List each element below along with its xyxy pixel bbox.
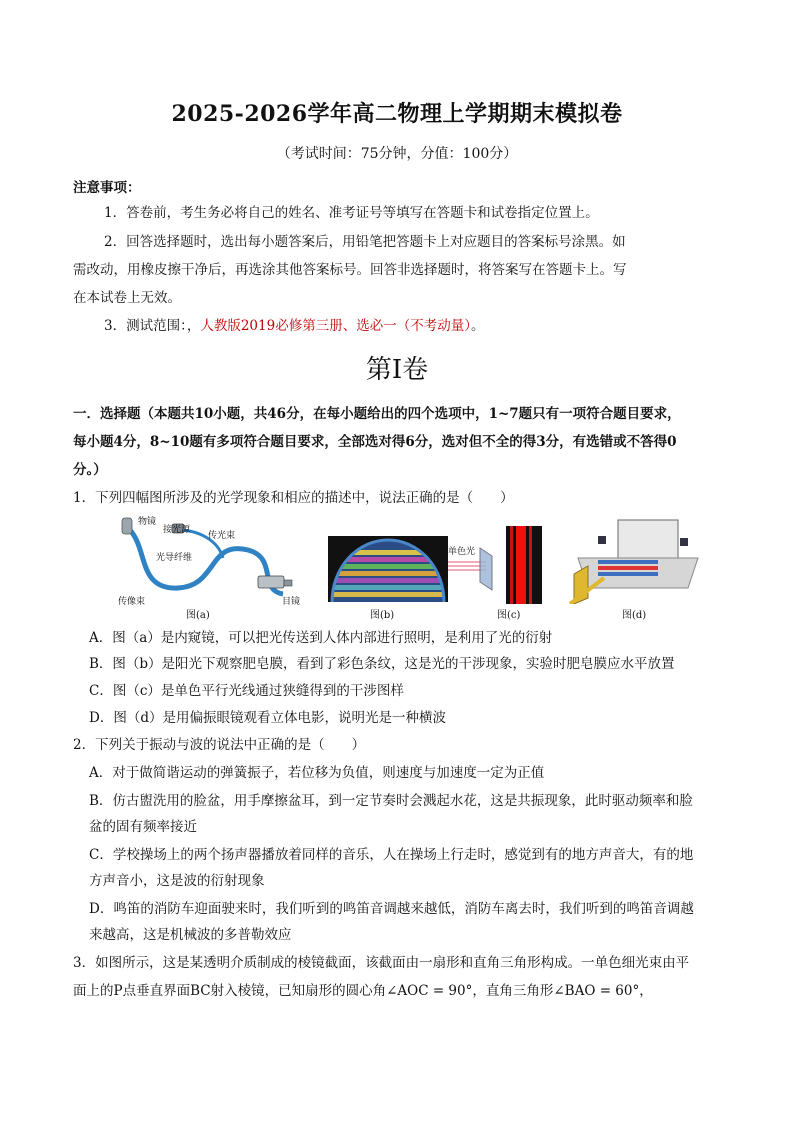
q1-option-c: C．图（c）是单色平行光线通过狭缝得到的干涉图样	[89, 683, 404, 699]
label-light-source: 接光源	[163, 525, 191, 535]
notice-heading: 注意事项：	[73, 180, 141, 196]
q1-stem: 1．下列四幅图所涉及的光学现象和相应的描述中，说法正确的是（ ）	[73, 490, 514, 506]
q2-option-b-line-1: B．仿古盥洗用的脸盆，用手摩擦盆耳，到一定节奏时会溅起水花，这是共振现象，此时驱动频率和脸	[89, 793, 693, 809]
q1-option-a: A．图（a）是内窥镜，可以把光传送到人体内部进行照明，是利用了光的衍射	[89, 630, 553, 646]
caption-b: 图(b)	[370, 610, 395, 621]
label-optical-fiber: 光导纤维	[156, 553, 193, 563]
exam-info: （考试时间：75分钟，分值：100分）	[276, 146, 518, 162]
notice-item-3-prefix: 3．测试范围：，	[104, 318, 201, 334]
label-image-bundle: 传像束	[118, 597, 146, 607]
q3-stem-line-2: 面上的P点垂直界面BC射入棱镜，已知扇形的圆心角∠AOC = 90°，直角三角形∠BAO = 60°，	[73, 983, 653, 999]
caption-d: 图(d)	[622, 610, 647, 621]
slit-pattern-figure	[448, 526, 548, 606]
soap-film-figure	[328, 536, 448, 602]
label-light-bundle: 传光束	[208, 531, 236, 541]
polarization-3d-figure	[568, 518, 708, 604]
label-objective: 物镜	[138, 517, 157, 527]
label-eyepiece: 目镜	[282, 597, 301, 607]
part1-heading-line-3: 分。）	[73, 462, 107, 478]
notice-item-2-line-1: 2．回答选择题时，选出每小题答案后，用铅笔把答题卡上对应题目的答案标号涂黑。如	[104, 234, 626, 250]
label-monochromatic: 单色光	[448, 547, 476, 557]
q3-stem-line-1: 3．如图所示，这是某透明介质制成的棱镜截面，该截面由一扇形和直角三角形构成。一单色细光束由平	[73, 955, 690, 971]
caption-a: 图(a)	[186, 610, 210, 621]
q2-option-d-line-1: D．鸣笛的消防车迎面驶来时，我们听到的鸣笛音调越来越低，消防车离去时，我们听到的鸣笛音调越	[89, 901, 694, 917]
test-scope: 人教版2019必修第三册、选必一（不考动量）	[200, 318, 471, 334]
notice-item-2-line-3: 在本试卷上无效。	[73, 290, 181, 306]
part1-heading-line-2: 每小题4分，8~10题有多项符合题目要求，全部选对得6分，选对但不全的得3分，有选错或不答得0	[73, 434, 677, 450]
q1-option-b: B．图（b）是阳光下观察肥皂膜，看到了彩色条纹，这是光的干涉现象，实验时肥皂膜应水平放置	[89, 656, 675, 672]
part1-heading-line-1: 一．选择题（本题共10小题，共46分，在每小题给出的四个选项中，1~7题只有一项符合题目要求，	[73, 406, 681, 422]
notice-item-2-line-2: 需改动，用橡皮擦干净后，再选涂其他答案标号。回答非选择题时，将答案写在答题卡上。写	[73, 262, 627, 278]
q2-stem: 2．下列关于振动与波的说法中正确的是（ ）	[73, 737, 366, 753]
q1-figures	[108, 510, 708, 622]
notice-item-3-suffix: 。	[470, 318, 485, 334]
section-title: 第Ⅰ卷	[365, 355, 429, 385]
notice-item-3	[104, 316, 484, 336]
q2-option-c-line-2: 方声音小，这是波的衍射现象	[89, 873, 265, 889]
q2-option-b-line-2: 盆的固有频率接近	[89, 819, 197, 835]
q2-option-c-line-1: C．学校操场上的两个扬声器播放着同样的音乐，人在操场上行走时，感觉到有的地方声音大，有的地	[89, 847, 694, 863]
q1-option-d: D．图（d）是用偏振眼镜观看立体电影，说明光是一种横波	[89, 710, 446, 726]
notice-item-1: 1．答卷前，考生务必将自己的姓名、准考证号等填写在答题卡和试卷指定位置上。	[104, 205, 599, 221]
q2-option-a: A．对于做简谐运动的弹簧振子，若位移为负值，则速度与加速度一定为正值	[89, 765, 545, 781]
paper-title: 2025-2026学年高二物理上学期期末模拟卷	[171, 101, 623, 127]
caption-c: 图(c)	[497, 610, 521, 621]
q2-option-d-line-2: 来越高，这是机械波的多普勒效应	[89, 927, 292, 943]
